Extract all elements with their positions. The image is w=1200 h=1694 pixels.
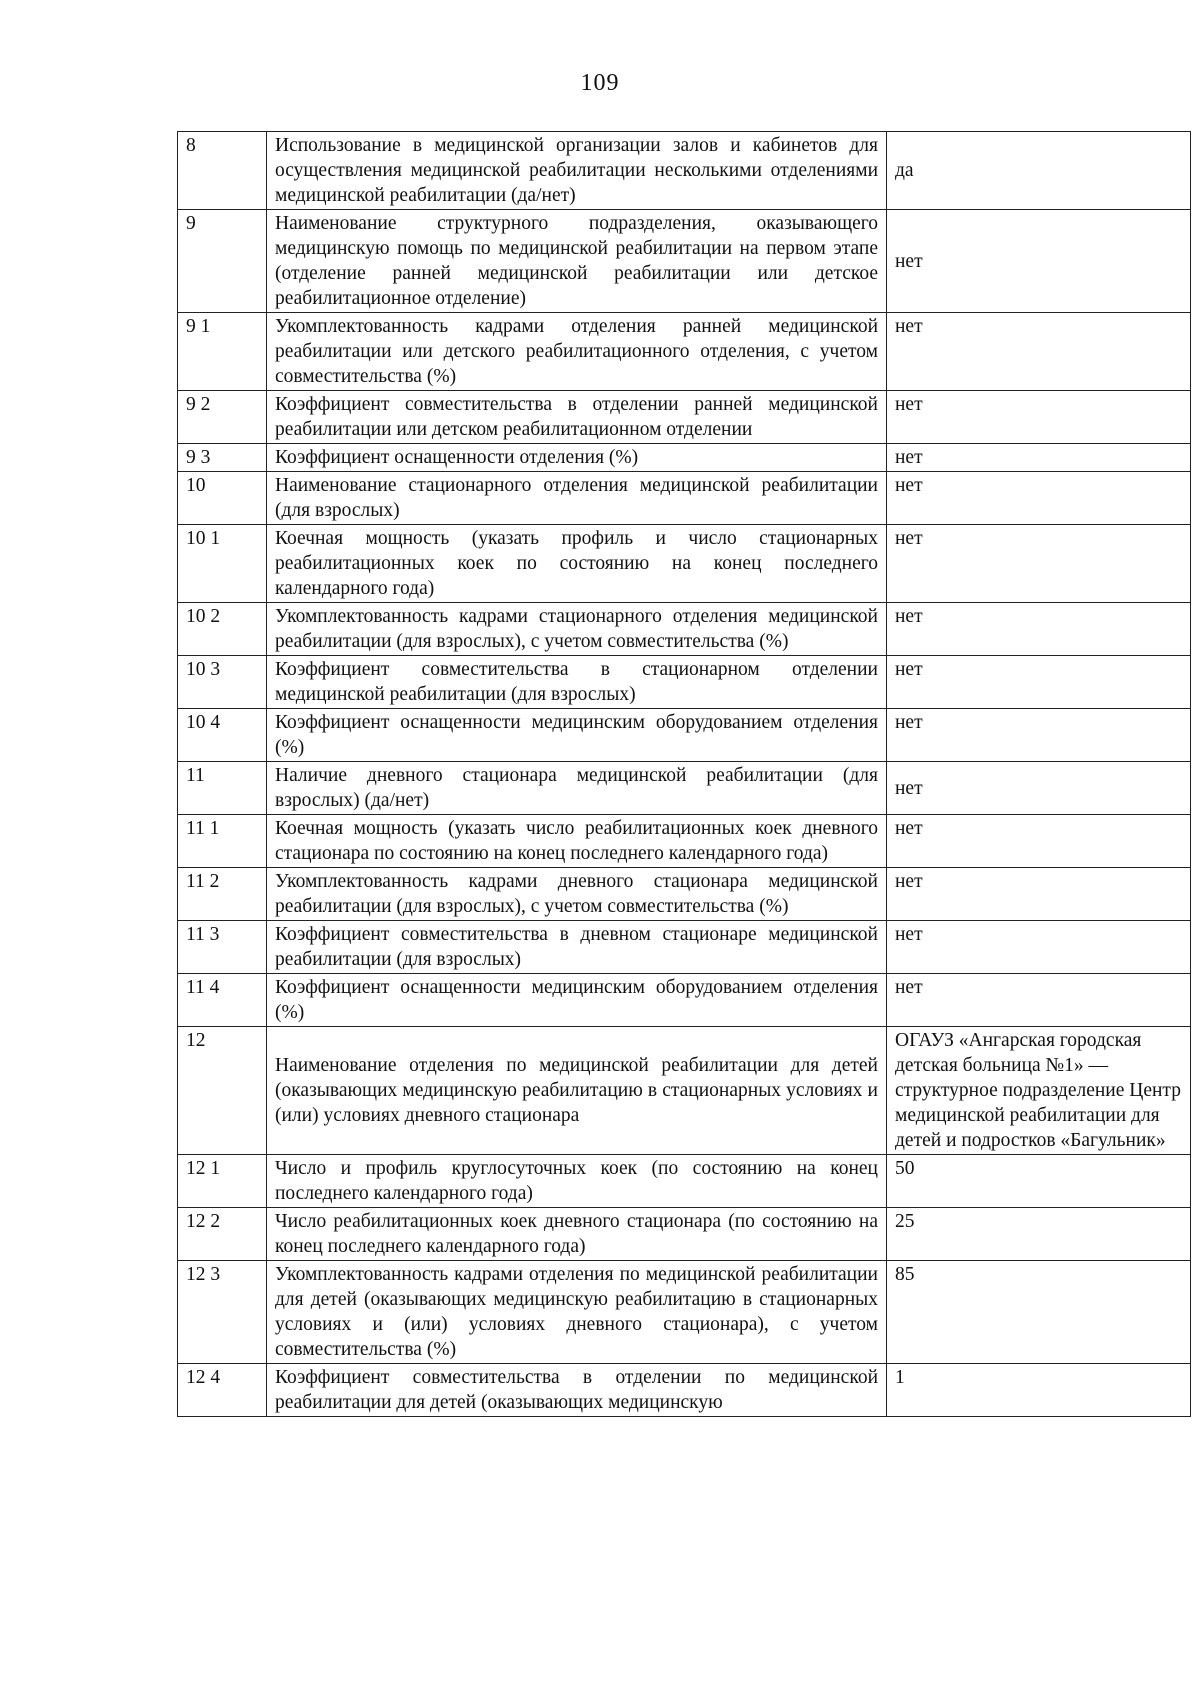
row-description: Укомплектованность кадрами стационарного отделения медицинской реабилитации (для взрослых), с учетом совместительства (%) <box>267 603 887 656</box>
row-number: 9 2 <box>178 391 267 444</box>
row-description: Коэффициент оснащенности медицинским оборудованием отделения (%) <box>267 974 887 1027</box>
row-value: нет <box>887 921 1191 974</box>
row-number: 10 1 <box>178 525 267 603</box>
row-value: нет <box>887 210 1191 313</box>
row-description: Число и профиль круглосуточных коек (по состоянию на конец последнего календарного года) <box>267 1155 887 1208</box>
row-number: 9 1 <box>178 313 267 391</box>
row-description: Коэффициент совместительства в дневном стационаре медицинской реабилитации (для взрослых) <box>267 921 887 974</box>
table-row <box>178 603 1191 656</box>
table-row <box>178 1364 1191 1417</box>
table-row <box>178 525 1191 603</box>
table-row <box>178 1261 1191 1364</box>
row-description: Наличие дневного стационара медицинской реабилитации (для взрослых) (да/нет) <box>267 762 887 815</box>
table-row <box>178 1155 1191 1208</box>
row-value: нет <box>887 815 1191 868</box>
row-description: Укомплектованность кадрами отделения по медицинской реабилитации для детей (оказывающих медицинскую реабилитацию в стационарных условиях и (или) условиях дневного стационара), с учетом совместительства (%) <box>267 1261 887 1364</box>
row-value: нет <box>887 444 1191 472</box>
page-number: 109 <box>580 70 620 96</box>
row-value: нет <box>887 603 1191 656</box>
row-description: Коечная мощность (указать число реабилитационных коек дневного стационара по состоянию на конец последнего календарного года) <box>267 815 887 868</box>
row-description: Коэффициент оснащенности отделения (%) <box>267 444 887 472</box>
row-number: 10 3 <box>178 656 267 709</box>
row-number: 9 <box>178 210 267 313</box>
row-number: 12 4 <box>178 1364 267 1417</box>
row-value: 25 <box>887 1208 1191 1261</box>
row-number: 12 1 <box>178 1155 267 1208</box>
table-row <box>178 444 1191 472</box>
row-value: нет <box>887 868 1191 921</box>
row-number: 11 4 <box>178 974 267 1027</box>
row-value: нет <box>887 974 1191 1027</box>
table-row <box>178 709 1191 762</box>
table-row <box>178 1208 1191 1261</box>
row-value: нет <box>887 525 1191 603</box>
row-value: нет <box>887 709 1191 762</box>
row-number: 11 3 <box>178 921 267 974</box>
row-description: Коэффициент совместительства в стационарном отделении медицинской реабилитации (для взрослых) <box>267 656 887 709</box>
table-row <box>178 391 1191 444</box>
table-row <box>178 974 1191 1027</box>
row-number: 11 1 <box>178 815 267 868</box>
row-value: ОГАУЗ «Ангарская городская детская больница №1» — структурное подразделение Центр медицинской реабилитации для детей и подростков «Багульник» <box>887 1027 1191 1155</box>
row-value: нет <box>887 391 1191 444</box>
row-value: да <box>887 132 1191 210</box>
row-value: 1 <box>887 1364 1191 1417</box>
row-value: нет <box>887 762 1191 815</box>
document-table <box>177 131 1191 1417</box>
row-description: Использование в медицинской организации залов и кабинетов для осуществления медицинской реабилитации несколькими отделениями медицинской реабилитации (да/нет) <box>267 132 887 210</box>
row-value: 85 <box>887 1261 1191 1364</box>
row-number: 12 <box>178 1027 267 1155</box>
row-description: Наименование отделения по медицинской реабилитации для детей (оказывающих медицинскую реабилитацию в стационарных условиях и (или) условиях дневного стационара <box>267 1027 887 1155</box>
table-row <box>178 762 1191 815</box>
table-row <box>178 313 1191 391</box>
row-description: Коэффициент оснащенности медицинским оборудованием отделения (%) <box>267 709 887 762</box>
table-row <box>178 132 1191 210</box>
table-body <box>178 132 1191 1417</box>
row-value: нет <box>887 313 1191 391</box>
row-number: 12 3 <box>178 1261 267 1364</box>
row-value: 50 <box>887 1155 1191 1208</box>
row-description: Число реабилитационных коек дневного стационара (по состоянию на конец последнего календарного года) <box>267 1208 887 1261</box>
row-number: 11 <box>178 762 267 815</box>
table-row <box>178 815 1191 868</box>
row-description: Коэффициент совместительства в отделении по медицинской реабилитации для детей (оказывающих медицинскую <box>267 1364 887 1417</box>
row-value: нет <box>887 472 1191 525</box>
row-number: 10 4 <box>178 709 267 762</box>
table-row <box>178 868 1191 921</box>
table-row <box>178 656 1191 709</box>
table-row <box>178 472 1191 525</box>
row-number: 10 <box>178 472 267 525</box>
row-number: 10 2 <box>178 603 267 656</box>
row-number: 12 2 <box>178 1208 267 1261</box>
row-description: Наименование стационарного отделения медицинской реабилитации (для взрослых) <box>267 472 887 525</box>
table-row <box>178 1027 1191 1155</box>
table-row <box>178 210 1191 313</box>
row-description: Наименование структурного подразделения, оказывающего медицинскую помощь по медицинской реабилитации на первом этапе (отделение ранней медицинской реабилитации или детское реабилитационное отделение) <box>267 210 887 313</box>
row-number: 9 3 <box>178 444 267 472</box>
row-number: 8 <box>178 132 267 210</box>
row-value: нет <box>887 656 1191 709</box>
row-description: Укомплектованность кадрами дневного стационара медицинской реабилитации (для взрослых), с учетом совместительства (%) <box>267 868 887 921</box>
row-description: Коэффициент совместительства в отделении ранней медицинской реабилитации или детском реабилитационном отделении <box>267 391 887 444</box>
row-number: 11 2 <box>178 868 267 921</box>
table-row <box>178 921 1191 974</box>
row-description: Коечная мощность (указать профиль и число стационарных реабилитационных коек по состоянию на конец последнего календарного года) <box>267 525 887 603</box>
row-description: Укомплектованность кадрами отделения ранней медицинской реабилитации или детского реабилитационного отделения, с учетом совместительства (%) <box>267 313 887 391</box>
